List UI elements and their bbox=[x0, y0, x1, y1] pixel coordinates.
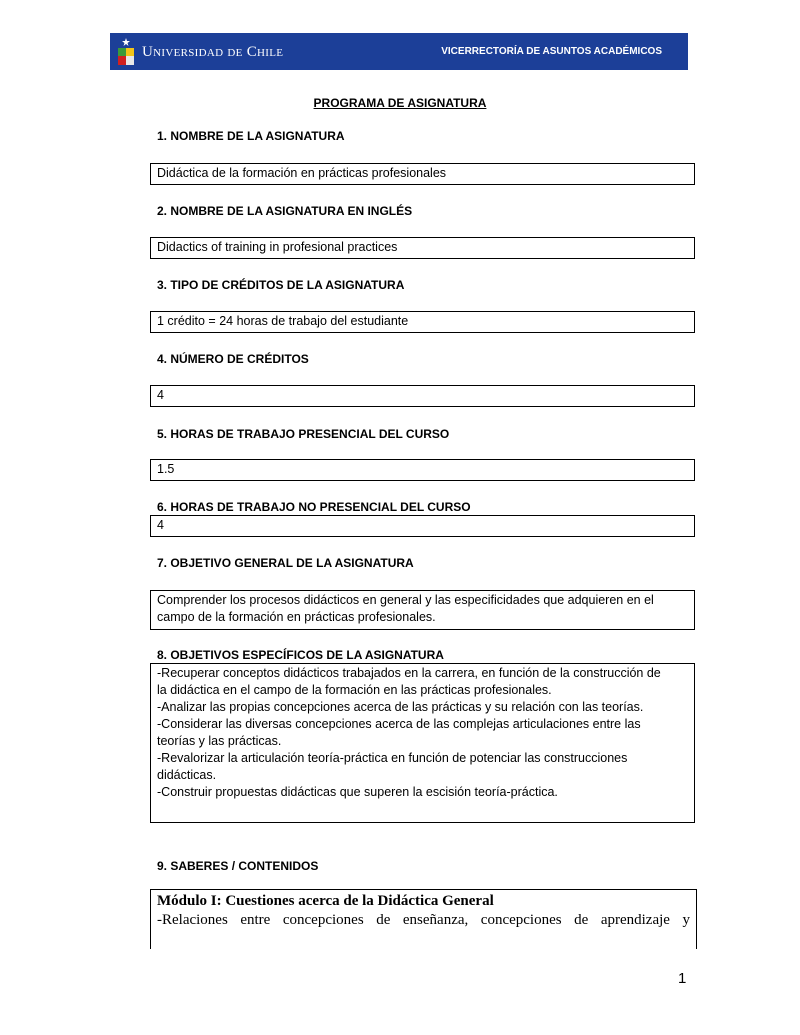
field-box: Comprender los procesos didácticos en general y las especificidades que adquieren en el campo de la formación en prácticas profesionales. bbox=[150, 590, 695, 630]
field-box: 1.5 bbox=[150, 459, 695, 481]
university-crest-icon bbox=[118, 38, 134, 66]
section-heading: 2. NOMBRE DE LA ASIGNATURA EN INGLÉS bbox=[157, 204, 413, 218]
vicerrectoria-label: VICERRECTORÍA DE ASUNTOS ACADÉMICOS bbox=[441, 46, 662, 57]
page-title: PROGRAMA DE ASIGNATURA bbox=[313, 96, 487, 110]
objective-line: la didáctica en el campo de la formación en las prácticas profesionales. bbox=[157, 683, 552, 697]
objective-line: -Analizar las propias concepciones acerca de las prácticas y su relación con las teorías. bbox=[157, 700, 644, 714]
objective-line: -Recuperar conceptos didácticos trabajados en la carrera, en función de la construcción de bbox=[157, 666, 661, 680]
field-box: 1 crédito = 24 horas de trabajo del estudiante bbox=[150, 311, 695, 333]
objective-line: -Considerar las diversas concepciones acerca de las complejas articulaciones entre las bbox=[157, 717, 641, 731]
page-number: 1 bbox=[678, 970, 687, 987]
section-heading: 4. NÚMERO DE CRÉDITOS bbox=[157, 352, 309, 366]
objective-line: -Revalorizar la articulación teoría-práctica en función de potenciar las construcciones bbox=[157, 751, 628, 765]
header-banner bbox=[110, 33, 688, 70]
section-heading: 1. NOMBRE DE LA ASIGNATURA bbox=[157, 129, 345, 143]
field-box: 4 bbox=[150, 515, 695, 537]
objective-line: -Construir propuestas didácticas que superen la escisión teoría-práctica. bbox=[157, 785, 558, 799]
field-box: Didáctica de la formación en prácticas profesionales bbox=[150, 163, 695, 185]
section-heading: 6. HORAS DE TRABAJO NO PRESENCIAL DEL CURSO bbox=[157, 500, 471, 514]
section-heading: 5. HORAS DE TRABAJO PRESENCIAL DEL CURSO bbox=[157, 427, 450, 441]
section-heading: 7. OBJETIVO GENERAL DE LA ASIGNATURA bbox=[157, 556, 414, 570]
module-line: -Relaciones entre concepciones de enseñanza, concepciones de aprendizaje y bbox=[157, 912, 690, 928]
section-heading: 8. OBJETIVOS ESPECÍFICOS DE LA ASIGNATURA bbox=[157, 648, 444, 662]
field-box: 4 bbox=[150, 385, 695, 407]
module-title: Módulo I: Cuestiones acerca de la Didáctica General bbox=[157, 893, 494, 909]
field-box: Didactics of training in profesional practices bbox=[150, 237, 695, 259]
section-heading: 3. TIPO DE CRÉDITOS DE LA ASIGNATURA bbox=[157, 278, 405, 292]
module-box bbox=[150, 889, 697, 949]
objective-line: teorías y las prácticas. bbox=[157, 734, 282, 748]
university-name: Universidad de Chile bbox=[142, 44, 284, 60]
objective-line: didácticas. bbox=[157, 768, 217, 782]
objectives-box bbox=[150, 663, 695, 823]
section-heading: 9. SABERES / CONTENIDOS bbox=[157, 859, 319, 873]
